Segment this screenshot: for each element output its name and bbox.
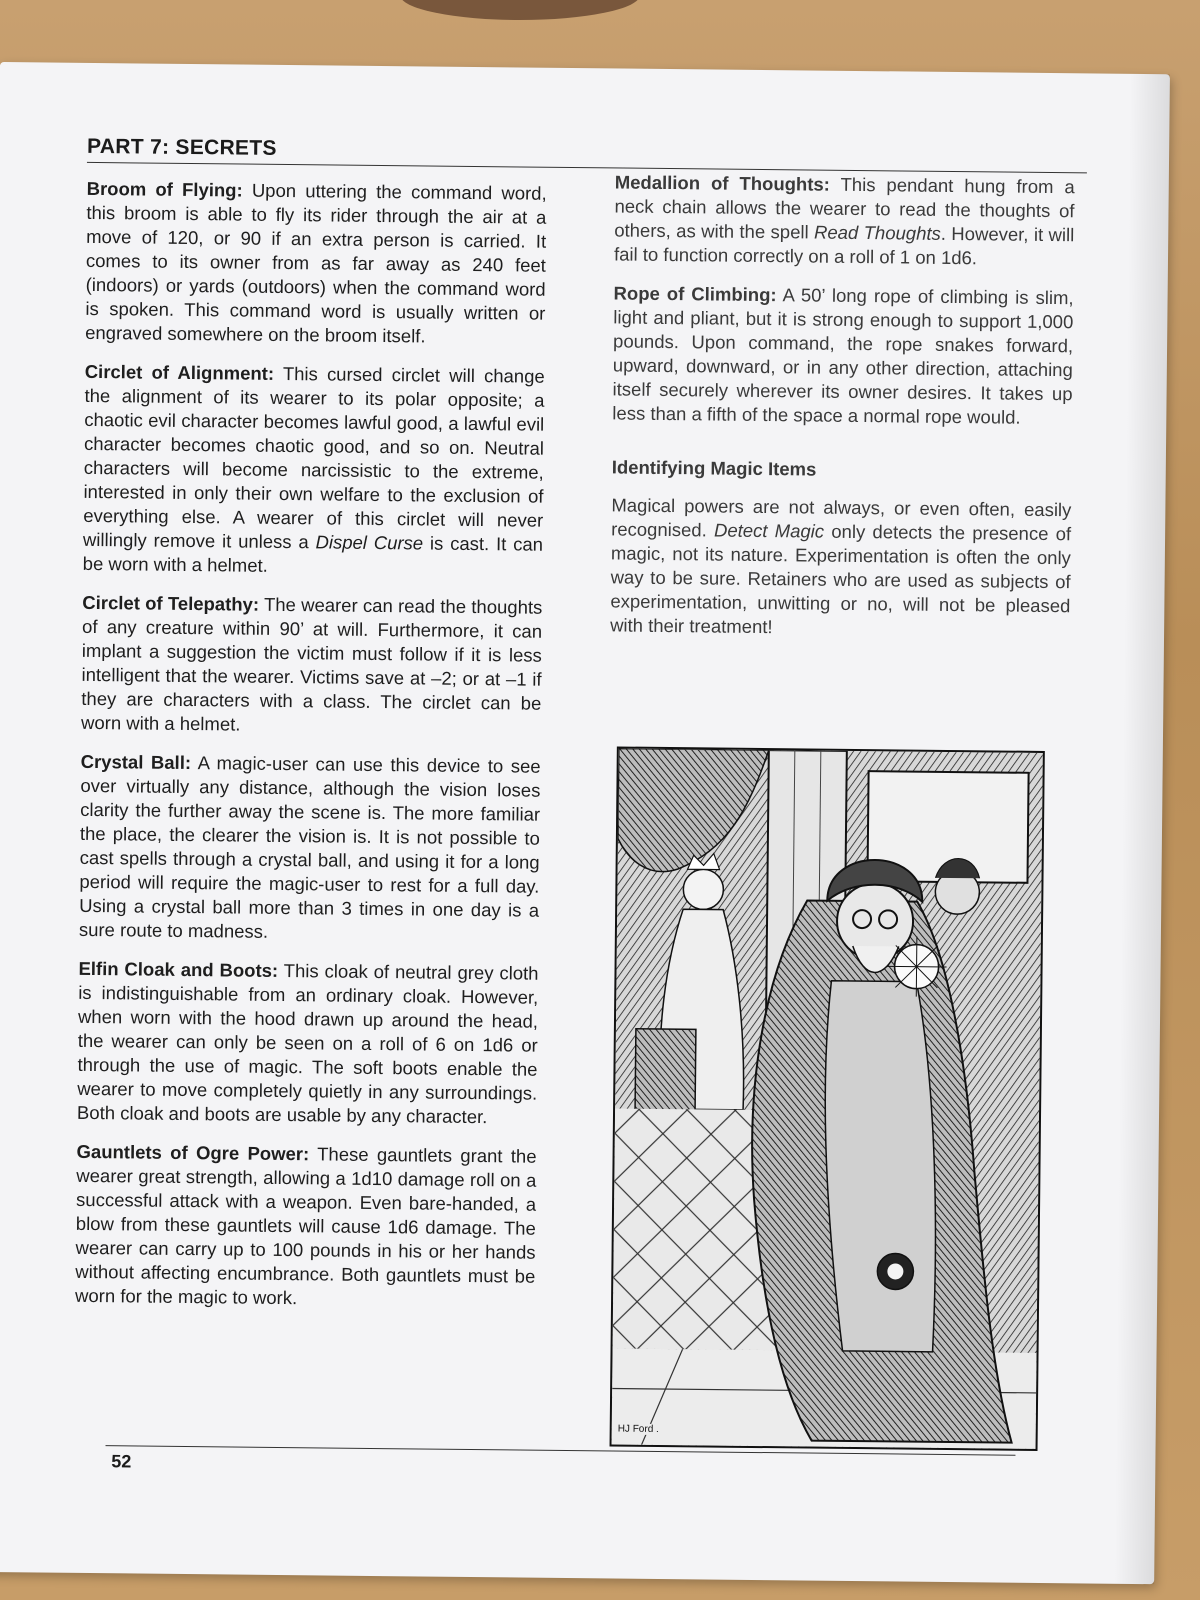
entry-crystal-ball bbox=[79, 750, 541, 947]
entry-text: A 50’ long rope of climbing is slim, light and pliant, but it is strong enough to support 1,000 pounds. Upon command, the rope snakes forward, upward, downward, or in any other direction, attaching itself securely wherever its owner desires. It takes up less than a fifth of the space a normal rope would. bbox=[612, 284, 1074, 428]
entry-text: is cast. It can be worn with a helmet. bbox=[82, 532, 544, 576]
entry-text: The wearer can read the thoughts of any creature within 90’ at will. Furthermore, it can implant a suggestion the victim must follow if it is less intelligent that the wearer. Victims save at –2; or at –1 if they are characters with a class. The circlet can be worn with a helmet. bbox=[80, 593, 543, 735]
entry-gauntlets-of-ogre-power bbox=[75, 1140, 537, 1313]
entry-text: This cloak of neutral grey cloth is indistinguishable from an ordinary cloak. However, when worn with the hood drawn up around the head, the wearer can only be seen on a roll of 6 on 1d6 or through the use of magic. The soft boots enable the wearer to move completely quietly in any surroundings. Both cloak and boots are usable by any character. bbox=[76, 959, 539, 1128]
entry-medallion-of-thoughts bbox=[614, 170, 1075, 271]
right-column bbox=[610, 170, 1075, 657]
entry-text: Upon uttering the command word, this broom is able to fly its rider through the air at a move of 120, or 90 if an extra person is carried. It comes to its owner from as far away as 240 feet (indoors) or yards (outdoors) when the command word is spoken. This command word is usually written or engraved somewhere on the broom itself. bbox=[85, 179, 547, 347]
wizard-illustration bbox=[610, 746, 1045, 1450]
page-number: 52 bbox=[111, 1451, 132, 1472]
spell-name: Detect Magic bbox=[713, 519, 825, 542]
entry-broom-of-flying bbox=[85, 177, 547, 350]
book-page bbox=[0, 62, 1170, 1584]
entry-text: . However, it will fail to function correctly on a roll of 1 on 1d6. bbox=[613, 222, 1075, 269]
spell-name: Dispel Curse bbox=[315, 531, 424, 554]
spell-name: Read Thoughts bbox=[813, 221, 941, 244]
left-column bbox=[75, 177, 547, 1328]
entry-text: These gauntlets grant the wearer great strength, allowing a 1d10 damage roll on a successful attack with a weapon. Even bare-handed, a blow from these gauntlets will cause 1d6 damage. The wearer can carry up to 100 pounds in his or her hands without affecting encumbrance. Both gauntlets must be worn for the magic to work. bbox=[74, 1143, 537, 1309]
entry-term: Crystal Ball: bbox=[80, 750, 192, 774]
entry-term: Circlet of Telepathy: bbox=[82, 591, 260, 615]
entry-term: Rope of Climbing: bbox=[613, 282, 777, 306]
entry-circlet-of-alignment bbox=[83, 360, 545, 581]
entry-text: A magic-user can use this device to see over virtually any distance, although the vision loses clarity the further away the scene is. The more familiar the place, the clearer the vision is. It is not possible to cast spells through a crystal ball, and using it for a long period will require the magic-user to rest for a full day. Using a crystal ball more than 3 times in one day is a sure route to madness. bbox=[78, 752, 541, 942]
artist-signature: HJ Ford . bbox=[617, 1423, 659, 1435]
section-title: PART 7: SECRETS bbox=[87, 134, 277, 160]
entry-text: This cursed circlet will change the alignment of its wearer to its polar opposite; a chaotic evil character becomes lawful good, a lawful evil character becomes chaotic good, and so on. Neutral characters will become narcissistic to the extreme, interested in only their own welfare to the exclusion of everything else. A wearer of this circlet will never willingly remove it unless a bbox=[82, 362, 545, 553]
subheading-identifying-magic-items: Identifying Magic Items bbox=[611, 456, 817, 480]
entry-term: Elfin Cloak and Boots: bbox=[78, 957, 279, 981]
paragraph-text: only detects the presence of magic, not its nature. Experimentation is often the only way to be sure. Retainers who are used as subjects of experimentation, unwitting or no, will not be pleased with their treatment! bbox=[610, 520, 1072, 638]
entry-term: Medallion of Thoughts: bbox=[614, 171, 831, 195]
entry-circlet-of-telepathy bbox=[81, 591, 542, 740]
entry-text: This pendant hung from a neck chain allows the wearer to read the thoughts of others, as with the spell bbox=[614, 173, 1075, 243]
entry-term: Broom of Flying: bbox=[86, 177, 243, 201]
entry-term: Circlet of Alignment: bbox=[84, 360, 275, 384]
paragraph-text: Magical powers are not always, or even often, easily recognised. bbox=[611, 494, 1072, 541]
entry-elfin-cloak-and-boots bbox=[77, 957, 539, 1130]
page-header bbox=[87, 135, 1087, 173]
entry-rope-of-climbing bbox=[612, 281, 1073, 430]
paragraph-identifying-magic-items bbox=[610, 493, 1071, 642]
entry-term: Gauntlets of Ogre Power: bbox=[76, 1140, 310, 1165]
